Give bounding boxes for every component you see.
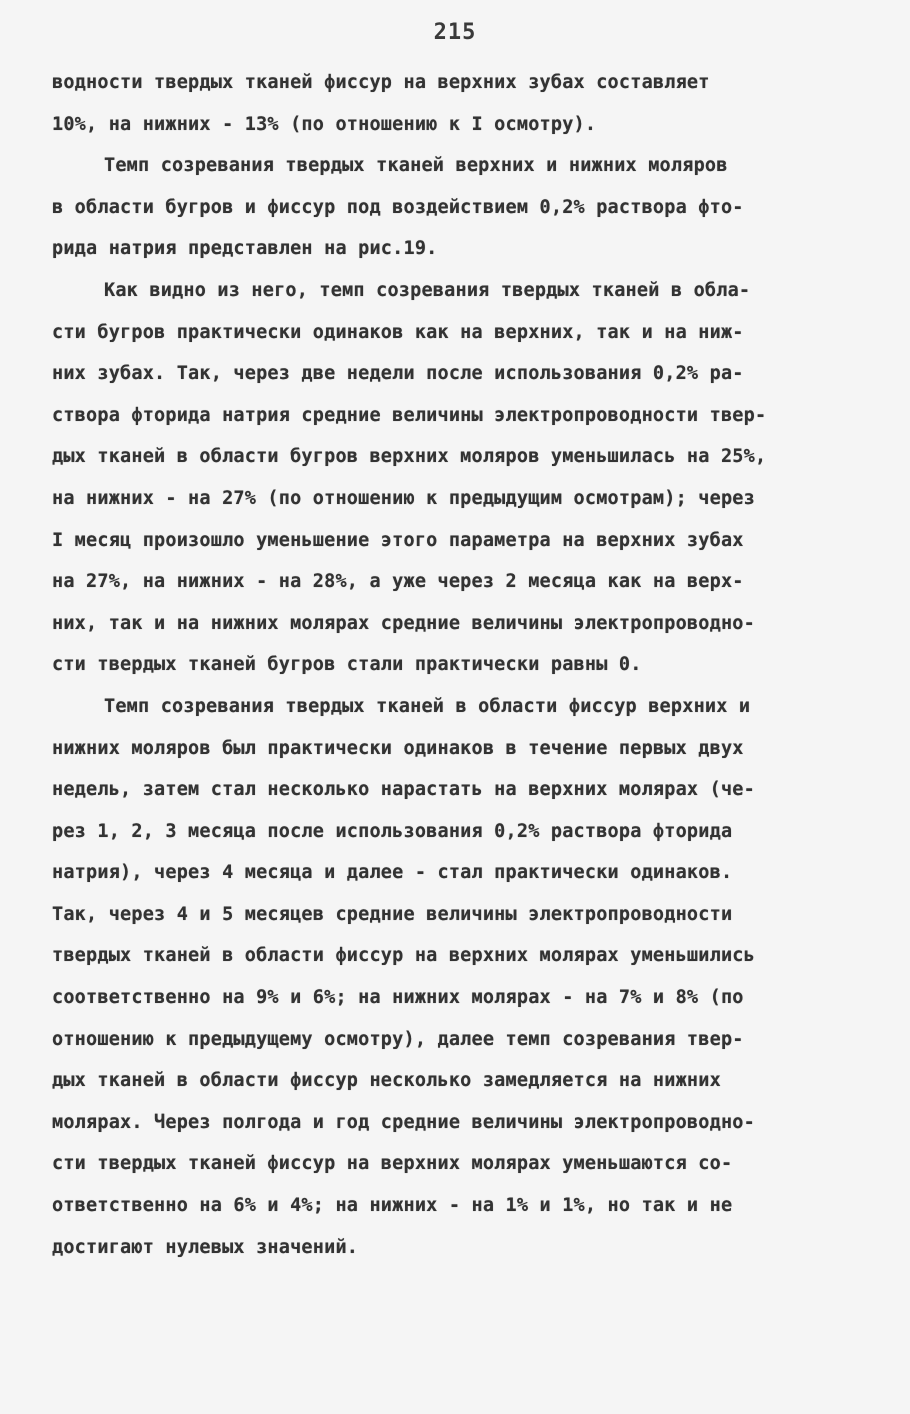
text-line: 10%, на нижних - 13% (по отношению к I осмотру). — [52, 113, 597, 135]
text-line: молярах. Через полгода и год средние величины электропроводно- — [52, 1111, 755, 1133]
text-line: водности твердых тканей фиссур на верхних зубах составляет — [52, 72, 710, 93]
text-line: I месяц произошло уменьшение этого параметра на верхних зубах — [52, 529, 744, 551]
text-line: достигают нулевых значений. — [52, 1236, 359, 1258]
text-line: недель, затем стал несколько нарастать на верхних молярах (че- — [52, 779, 755, 801]
text-line: Темп созревания твердых тканей в области фиссур верхних и — [104, 695, 751, 717]
text-line: ответственно на 6% и 4%; на нижних - на 1% и 1%, но так и не — [52, 1195, 733, 1217]
text-line: дых тканей в области фиссур несколько замедляется на нижних — [52, 1070, 721, 1092]
text-line: в области бугров и фиссур под воздействием 0,2% раствора фто- — [52, 196, 744, 218]
text-line: нижних моляров был практически одинаков в течение первых двух — [52, 737, 744, 759]
text-line: Как видно из него, темп созревания твердых тканей в обла- — [104, 279, 751, 301]
text-line: дых тканей в области бугров верхних моляров уменьшилась на 25%, — [52, 446, 767, 468]
text-line: рида натрия представлен на рис.19. — [52, 238, 438, 260]
text-line: твердых тканей в области фиссур на верхних молярах уменьшились — [52, 945, 755, 967]
page-number: 215 — [433, 20, 477, 45]
text-line: на 27%, на нижних - на 28%, а уже через 2 месяца как на верх- — [52, 571, 744, 593]
text-line: рез 1, 2, 3 месяца после использования 0,2% раствора фторида — [52, 820, 733, 842]
text-line: створа фторида натрия средние величины электропроводности твер- — [52, 404, 767, 426]
text-line: отношению к предыдущему осмотру), далее темп созревания твер- — [52, 1028, 744, 1050]
text-line: них зубах. Так, через две недели после использования 0,2% ра- — [52, 363, 744, 385]
body-text — [52, 62, 852, 1268]
text-line: них, так и на нижних молярах средние величины электропроводно- — [52, 612, 755, 634]
text-line: соответственно на 9% и 6%; на нижних молярах - на 7% и 8% (по — [52, 987, 744, 1009]
text-line: сти твердых тканей бугров стали практически равны 0. — [52, 654, 642, 676]
text-line: сти твердых тканей фиссур на верхних молярах уменьшаются со- — [52, 1153, 733, 1175]
text-line: натрия), через 4 месяца и далее - стал практически одинаков. — [52, 862, 733, 884]
text-line: Так, через 4 и 5 месяцев средние величины электропроводности — [52, 903, 733, 925]
text-line: на нижних - на 27% (по отношению к предыдущим осмотрам); через — [52, 487, 755, 509]
text-line: сти бугров практически одинаков как на верхних, так и на ниж- — [52, 321, 744, 343]
text-line: Темп созревания твердых тканей верхних и нижних моляров — [104, 155, 728, 177]
